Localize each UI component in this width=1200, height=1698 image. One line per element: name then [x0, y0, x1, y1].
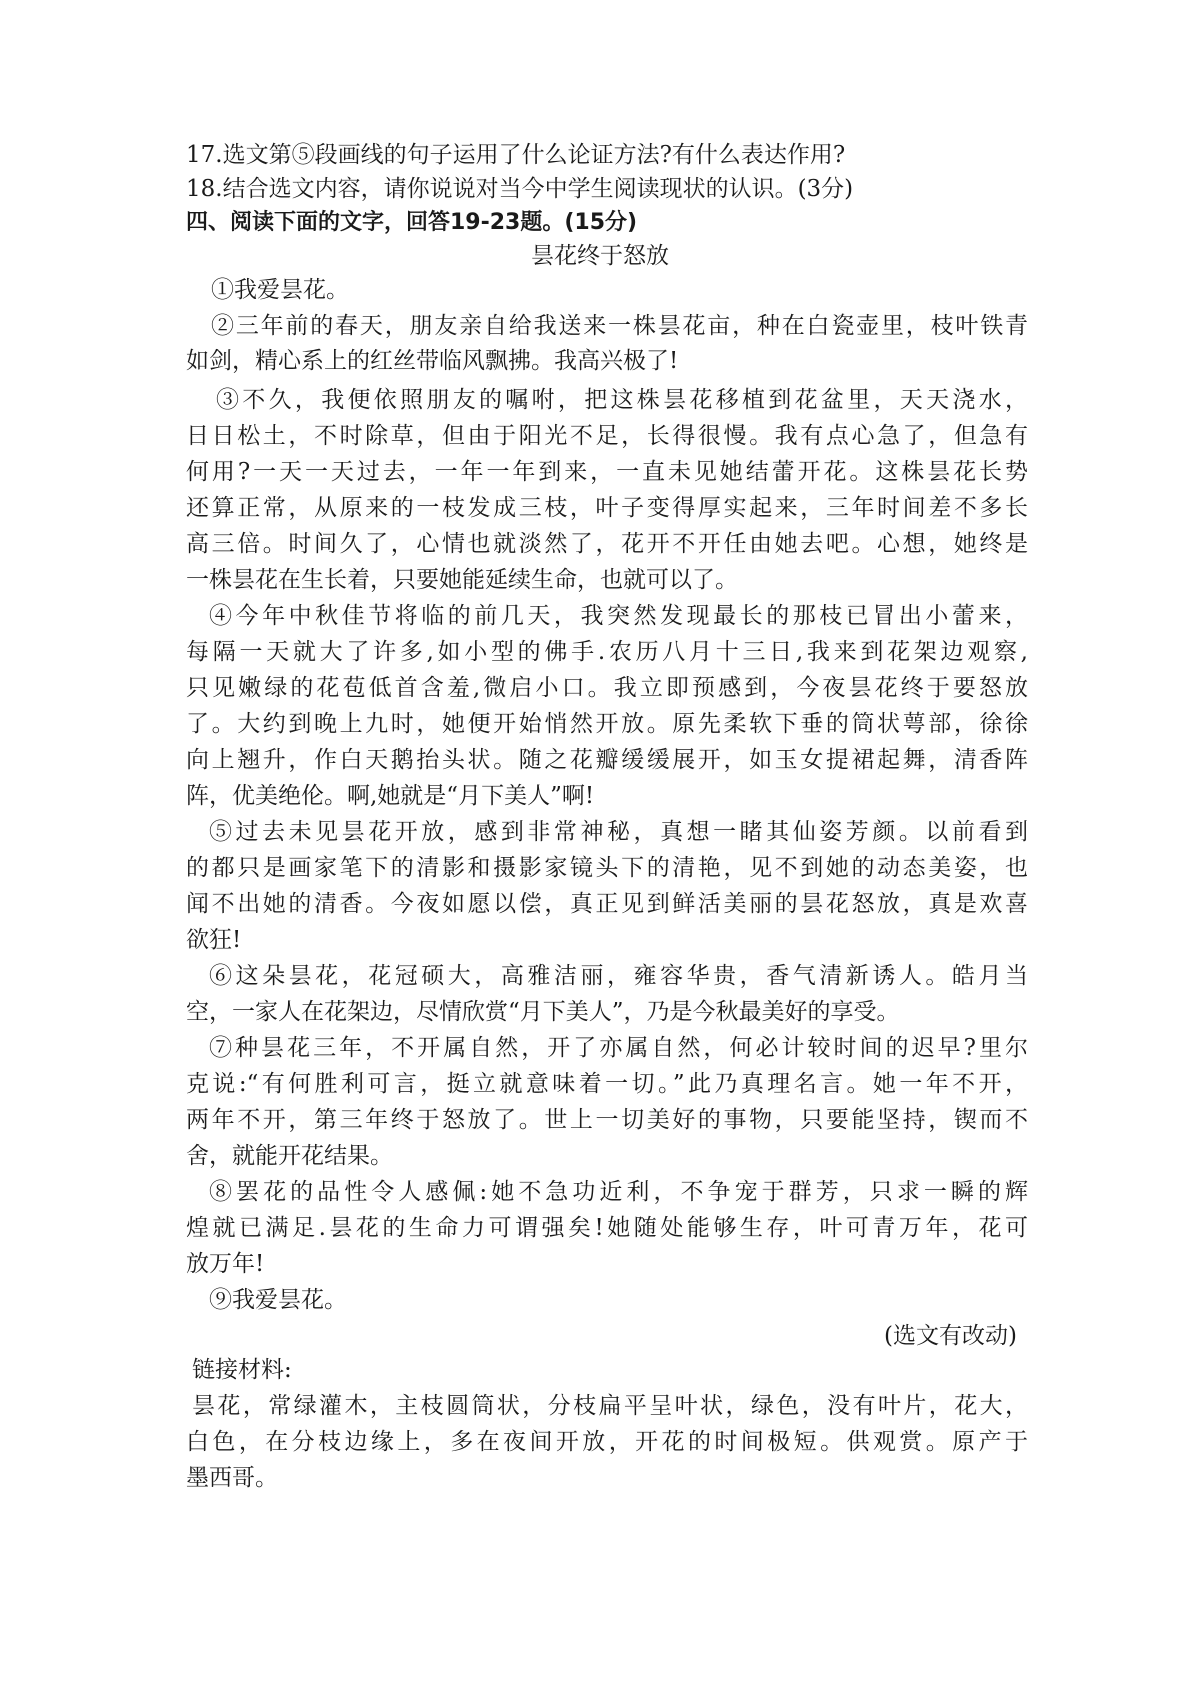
article-line: 一株昙花在生长着，只要她能延续生命，也就可以了。: [186, 567, 738, 593]
question-17: 17.选文第⑤段画线的句子运用了什么论证方法?有什么表达作用?: [186, 142, 846, 168]
article-line: 两年不开，第三年终于怒放了。世上一切美好的事物，只要能坚持，锲而不: [186, 1107, 1028, 1133]
article-line: 如剑，精心系上的红丝带临风飘拂。我高兴极了!: [186, 348, 679, 374]
article-line: ③不久，我便依照朋友的嘱咐，把这株昙花移植到花盆里，天天浇水，: [216, 387, 1028, 413]
article-line: 克说:“有何胜利可言，挺立就意味着一切。”此乃真理名言。她一年不开，: [186, 1071, 1028, 1097]
article-line: 煌就已满足.昙花的生命力可谓强矣!她随处能够生存，叶可青万年，花可: [186, 1215, 1028, 1241]
source-note: (选文有改动): [884, 1323, 1017, 1349]
question-18: 18.结合选文内容，请你说说对当今中学生阅读现状的认识。(3分): [186, 176, 854, 202]
article-line: ①我爱昙花。: [211, 277, 349, 303]
article-line: 阵，优美绝伦。啊,她就是“月下美人”啊!: [186, 783, 595, 809]
article-line: 高三倍。时间久了，心情也就淡然了，花开不开任由她去吧。心想，她终是: [186, 531, 1028, 557]
link-material-line: 昙花，常绿灌木，主枝圆筒状，分枝扁平呈叶状，绿色，没有叶片，花大，: [192, 1393, 1028, 1419]
link-material-line: 白色，在分枝边缘上，多在夜间开放，开花的时间极短。供观赏。原产于: [186, 1429, 1028, 1455]
article-line: 空，一家人在花架边，尽情欣赏“月下美人”，乃是今秋最美好的享受。: [186, 999, 900, 1025]
article-line: 了。大约到晚上九时，她便开始悄然开放。原先柔软下垂的筒状萼部，徐徐: [186, 711, 1028, 737]
article-line: 何用?一天一天过去，一年一年到来，一直未见她结蕾开花。这株昙花长势: [186, 459, 1028, 485]
article-line: ⑥这朵昙花，花冠硕大，高雅洁丽，雍容华贵，香气清新诱人。皓月当: [209, 963, 1028, 989]
article-line: 日日松土，不时除草，但由于阳光不足，长得很慢。我有点心急了，但急有: [186, 423, 1028, 449]
article-line: ②三年前的春天，朋友亲自给我送来一株昙花亩，种在白瓷壶里，枝叶铁青: [211, 313, 1028, 339]
link-material-line: 墨西哥。: [186, 1465, 278, 1491]
article-line: 闻不出她的清香。今夜如愿以偿，真正见到鲜活美丽的昙花怒放，真是欢喜: [186, 891, 1028, 917]
article-line: ⑨我爱昙花。: [209, 1287, 347, 1313]
article-line: 的都只是画家笔下的清影和摄影家镜头下的清艳，见不到她的动态美姿，也: [186, 855, 1028, 881]
link-material-heading: 链接材料:: [192, 1357, 292, 1383]
article-title: 昙花终于怒放: [531, 243, 669, 269]
article-line: 欲狂!: [186, 927, 242, 953]
article-line: 向上翘升，作白天鹅抬头状。随之花瓣缓缓展开，如玉女提裙起舞，清香阵: [186, 747, 1028, 773]
article-line: 舍，就能开花结果。: [186, 1143, 393, 1169]
article-line: ⑤过去未见昙花开放，感到非常神秘，真想一睹其仙姿芳颜。以前看到: [209, 819, 1028, 845]
article-line: 还算正常，从原来的一枝发成三枝，叶子变得厚实起来，三年时间差不多长: [186, 495, 1028, 521]
article-line: ④今年中秋佳节将临的前几天，我突然发现最长的那枝已冒出小蕾来，: [209, 603, 1028, 629]
article-line: 放万年!: [186, 1251, 265, 1277]
article-line: ⑧罢花的品性令人感佩:她不急功近利，不争宠于群芳，只求一瞬的辉: [209, 1179, 1028, 1205]
article-line: 只见嫩绿的花苞低首含羞,微启小口。我立即预感到，今夜昙花终于要怒放: [186, 675, 1028, 701]
section-heading: 四、阅读下面的文字，回答19-23题。(15分): [186, 210, 638, 235]
article-line: 每隔一天就大了许多,如小型的佛手.农历八月十三日,我来到花架边观察,: [186, 639, 1028, 665]
article-line: ⑦种昙花三年，不开属自然，开了亦属自然，何必计较时间的迟早?里尔: [209, 1035, 1028, 1061]
